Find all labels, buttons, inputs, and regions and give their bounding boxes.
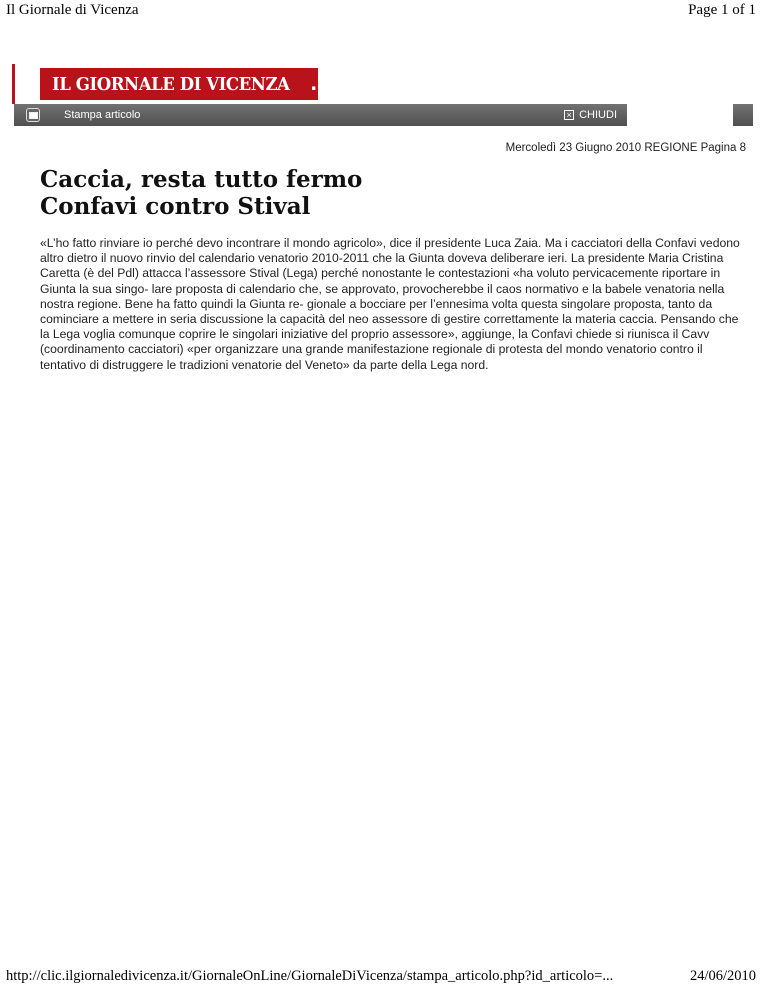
- close-button[interactable]: [564, 109, 617, 121]
- article-toolbar: [14, 104, 627, 126]
- close-label: CHIUDI: [579, 109, 617, 121]
- article-headline: [40, 166, 720, 220]
- print-footer-date: 24/06/2010: [689, 968, 756, 984]
- print-header-title: Il Giornale di Vicenza: [6, 2, 139, 18]
- print-article-label: Stampa articolo: [64, 109, 141, 121]
- close-icon: ×: [564, 110, 574, 120]
- article-dateline: Mercoledì 23 Giugno 2010 REGIONE Pagina 8: [505, 142, 746, 154]
- site-logo-name: IL GIORNALE DI VICENZA: [52, 73, 290, 95]
- print-footer-url: http://clic.ilgiornaledivicenza.it/GiornaleOnLine/GiornaleDiVicenza/stampa_articolo.php?id_articolo=...: [6, 968, 614, 984]
- print-article-button[interactable]: [40, 109, 140, 121]
- site-logo[interactable]: [40, 68, 333, 100]
- brand-accent-bar: [12, 64, 15, 104]
- site-logo-suffix: .it: [310, 73, 333, 95]
- headline-line-1: Caccia, resta tutto fermo: [40, 166, 363, 193]
- toolbar-end-cap: [733, 104, 753, 126]
- headline-line-2: Confavi contro Stival: [40, 193, 311, 220]
- printer-icon[interactable]: [26, 108, 40, 122]
- print-header-page-number: Page 1 of 1: [688, 2, 756, 18]
- article-body: «L’ho fatto rinviare io perché devo incontrare il mondo agricolo», dice il presidente Luca Zaia. Ma i cacciatori della Confavi vedono altro dietro il nuovo rinvio del calendario venatorio 2010-2011 che la Giunta doveva deliberare ieri. La presidente Maria Cristina Caretta (è del Pdl) attacca l’assessore Stival (Lega) perché nonostante le contestazioni «ha voluto pervicacemente riportare in Giunta la sua singo- lare proposta di calendario che, se approvato, provocherebbe il caos normativo e la babele venatoria nella nostra regione. Bene ha fatto quindi la Giunta re- gionale a bocciare per l’ennesima volta questa singolare proposta, tanto da cominciare a mettere in seria discussione la capacità del neo assessore di gestire correttamente la materia caccia. Pensando che la Lega voglia comunque coprire le singolari iniziative del proprio assessore», aggiunge, la Confavi chiede si riunisca il Cavv (coordinamento cacciatori) «per organizzare una grande manifestazione regionale di protesta del mondo venatorio contro il tentativo di distruggere le tradizioni venatorie del Veneto» da parte della Lega nord.: [40, 236, 740, 372]
